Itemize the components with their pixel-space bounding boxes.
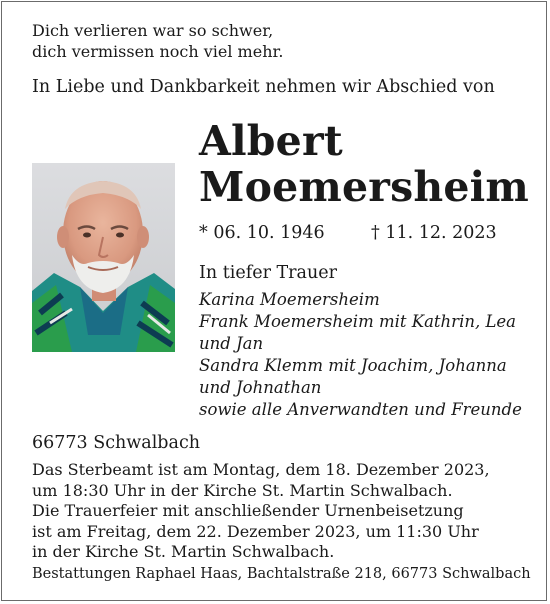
death-date: † 11. 12. 2023	[371, 223, 497, 243]
poem-line: dich vermissen noch viel mehr.	[32, 42, 284, 61]
family-line: und Jan	[199, 334, 264, 353]
intro-text: In Liebe und Dankbarkeit nehmen wir Abschied von	[32, 77, 495, 97]
birth-date: * 06. 10. 1946	[199, 223, 325, 243]
memorial-poem	[32, 20, 283, 62]
funeral-line: ist am Freitag, dem 22. Dezember 2023, um 11:30 Uhr	[32, 521, 479, 541]
family-line: und Johnathan	[199, 378, 322, 397]
funeral-details	[32, 460, 490, 563]
funeral-line: Das Sterbeamt ist am Montag, dem 18. Dezember 2023,	[32, 460, 490, 479]
poem-line: Dich verlieren war so schwer,	[32, 21, 274, 40]
family-line: Karina Moemersheim	[199, 290, 380, 309]
deceased-first-name: Albert	[199, 117, 343, 165]
undertaker-footer: Bestattungen Raphael Haas, Bachtalstraße 218, 66773 Schwalbach	[32, 566, 531, 582]
family-list	[199, 289, 529, 421]
funeral-line: in der Kirche St. Martin Schwalbach.	[32, 542, 335, 561]
portrait-photo	[32, 163, 175, 352]
family-line: sowie alle Anverwandten und Freunde	[199, 400, 522, 419]
funeral-line: Die Trauerfeier mit anschließender Urnenbeisetzung	[32, 501, 464, 520]
family-line: Sandra Klemm mit Joachim, Johanna	[199, 356, 507, 375]
place-of-residence: 66773 Schwalbach	[32, 433, 201, 453]
mourning-heading: In tiefer Trauer	[199, 263, 337, 283]
obituary-notice	[1, 1, 547, 601]
deceased-last-name: Moemersheim	[199, 163, 530, 211]
family-line: Frank Moemersheim mit Kathrin, Lea	[199, 312, 517, 331]
funeral-line: um 18:30 Uhr in der Kirche St. Martin Schwalbach.	[32, 480, 453, 500]
